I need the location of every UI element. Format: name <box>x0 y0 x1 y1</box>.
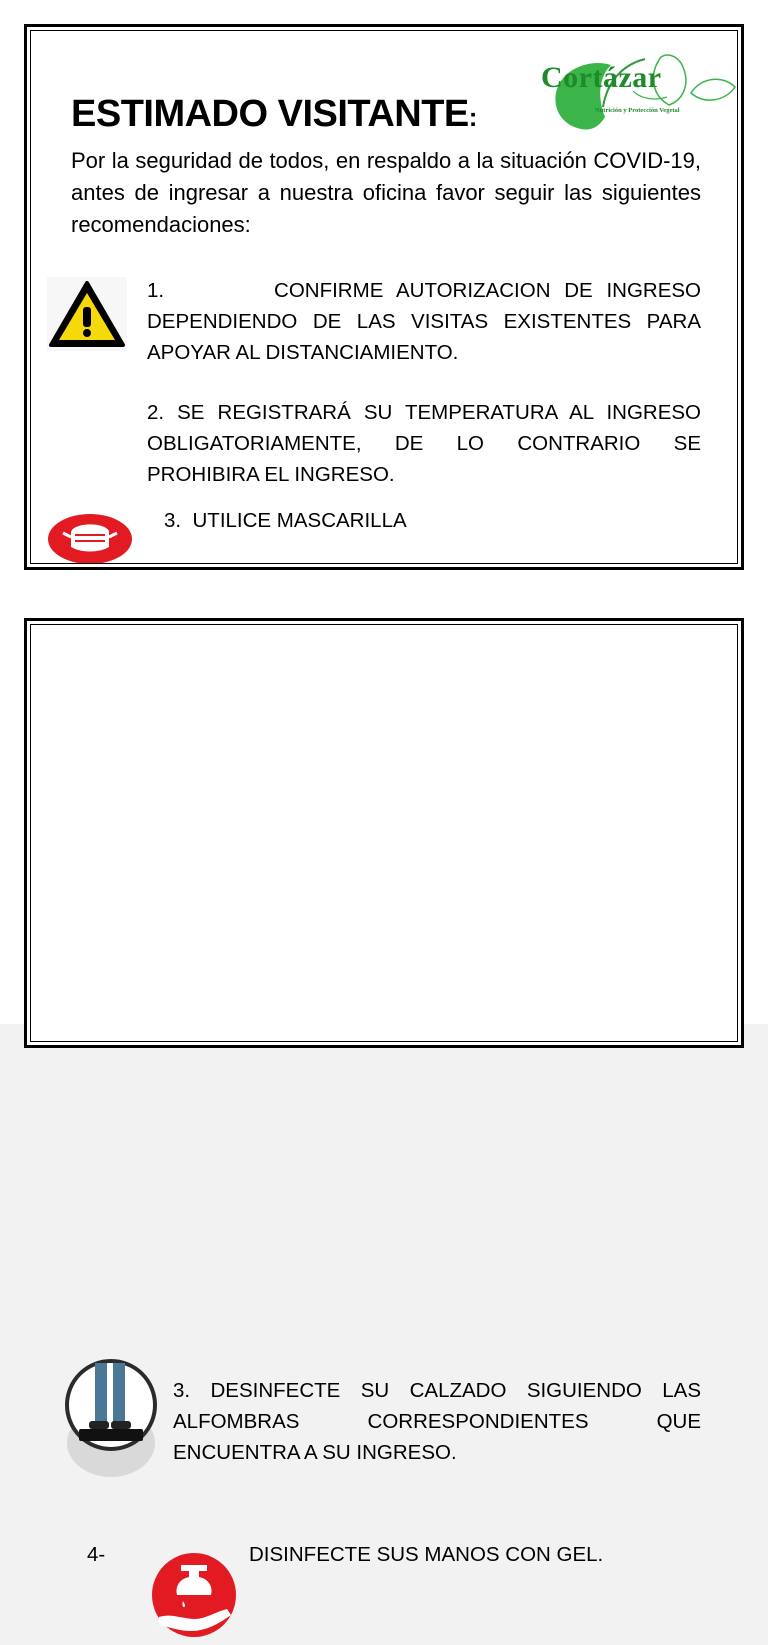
title-text: ESTIMADO VISITANTE <box>71 93 469 135</box>
logo-tagline: Nutrición y Protección Vegetal <box>595 107 680 114</box>
warning-icon <box>47 277 127 351</box>
title-colon: : <box>468 102 477 132</box>
mask-icon <box>47 513 133 565</box>
recommendation-5-number: 4- <box>87 1543 106 1566</box>
page-title <box>71 93 477 136</box>
notice-card-2 <box>24 618 744 1566</box>
recommendation-4: 3. DESINFECTE SU CALZADO SIGUIENDO LAS ALFOMBRAS CORRESPONDIENTES QUE ENCUENTRA A SU INGRESO. <box>173 1379 701 1464</box>
logo-wordmark: Cortázar <box>541 61 662 94</box>
notice-card-1 <box>24 24 744 570</box>
recommendation-1: 1. CONFIRME AUTORIZACION DE INGRESO DEPENDIENDO DE LAS VISITAS EXISTENTES PARA APOYAR AL DISTANCIAMIENTO. <box>147 279 701 364</box>
hand-sanitizer-icon <box>151 1551 237 1645</box>
intro-paragraph: Por la seguridad de todos, en respaldo a la situación COVID-19, antes de ingresar a nuestra oficina favor seguir las siguientes recomendaciones: <box>71 148 701 237</box>
shoe-disinfection-icon <box>65 1359 157 1477</box>
recommendation-2: 2. SE REGISTRARÁ SU TEMPERATURA AL INGRESO OBLIGATORIAMENTE, DE LO CONTRARIO SE PROHIBIRA EL INGRESO. <box>147 401 701 486</box>
recommendation-5: DISINFECTE SUS MANOS CON GEL. <box>249 1543 604 1566</box>
recommendation-3: 3. UTILICE MASCARILLA <box>164 509 407 532</box>
